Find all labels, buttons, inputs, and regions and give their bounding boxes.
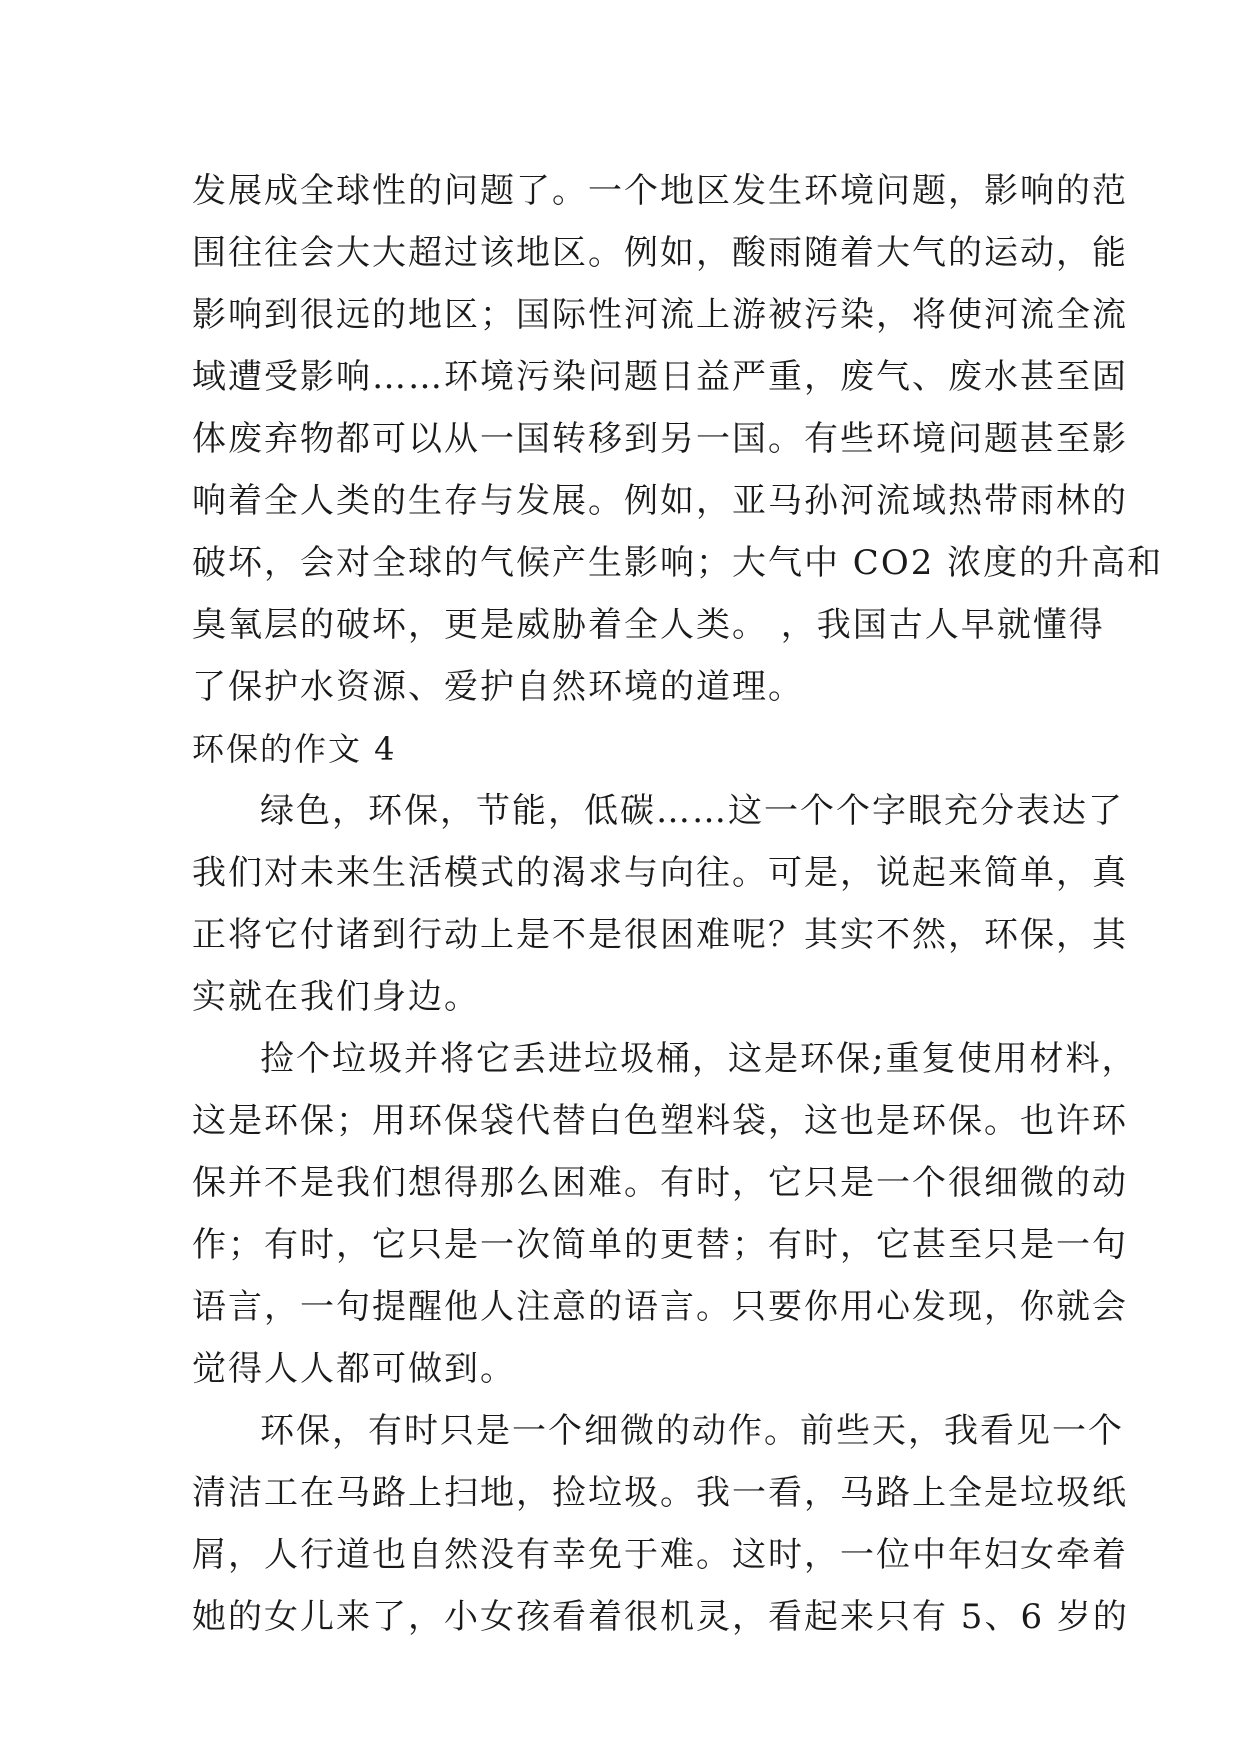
paragraph-continued	[192, 160, 1164, 718]
text-line: 环保，有时只是一个细微的动作。前些天，我看见一个	[260, 1411, 1124, 1451]
text-line: 保并不是我们想得那么困难。有时，它只是一个很细微的动	[192, 1163, 1128, 1203]
text-line: 破坏，会对全球的气候产生影响；大气中 CO2 浓度的升高和	[192, 543, 1164, 583]
text-line: 清洁工在马路上扫地，捡垃圾。我一看，马路上全是垃圾纸	[192, 1473, 1128, 1513]
paragraph-2	[192, 1028, 1138, 1400]
paragraph-1	[192, 780, 1128, 1028]
text-line: 捡个垃圾并将它丢进垃圾桶，这是环保;重复使用材料，	[260, 1039, 1138, 1079]
text-line: 体废弃物都可以从一国转移到另一国。有些环境问题甚至影	[192, 419, 1128, 459]
text-line: 我们对未来生活模式的渴求与向往。可是，说起来简单，真	[192, 853, 1128, 893]
text-line: 觉得人人都可做到。	[192, 1349, 516, 1389]
text-line: 作；有时，它只是一次简单的更替；有时，它甚至只是一句	[192, 1225, 1128, 1265]
text-line: 正将它付诸到行动上是不是很困难呢？其实不然，环保，其	[192, 915, 1128, 955]
text-line: 响着全人类的生存与发展。例如，亚马孙河流域热带雨林的	[192, 481, 1128, 521]
text-line: 屑，人行道也自然没有幸免于难。这时，一位中年妇女牵着	[192, 1535, 1128, 1575]
text-line: 臭氧层的破坏，更是威胁着全人类。 ，我国古人早就懂得	[192, 605, 1105, 645]
text-line: 了保护水资源、爱护自然环境的道理。	[192, 667, 804, 707]
text-line: 语言，一句提醒他人注意的语言。只要你用心发现，你就会	[192, 1287, 1128, 1327]
text-line: 这是环保；用环保袋代替白色塑料袋，这也是环保。也许环	[192, 1101, 1128, 1141]
document-body	[192, 160, 1164, 1648]
text-line: 域遭受影响……环境污染问题日益严重，废气、废水甚至固	[192, 357, 1128, 397]
text-line: 围往往会大大超过该地区。例如，酸雨随着大气的运动，能	[192, 233, 1128, 273]
text-line: 绿色，环保，节能，低碳……这一个个字眼充分表达了	[260, 791, 1124, 831]
paragraph-3	[192, 1400, 1129, 1648]
section-title: 环保的作文 4	[192, 730, 397, 768]
text-line: 发展成全球性的问题了。一个地区发生环境问题，影响的范	[192, 171, 1128, 211]
text-line: 影响到很远的地区；国际性河流上游被污染，将使河流全流	[192, 295, 1128, 335]
text-line: 她的女儿来了，小女孩看着很机灵，看起来只有 5、6 岁的	[192, 1597, 1129, 1637]
text-line: 实就在我们身边。	[192, 977, 480, 1017]
